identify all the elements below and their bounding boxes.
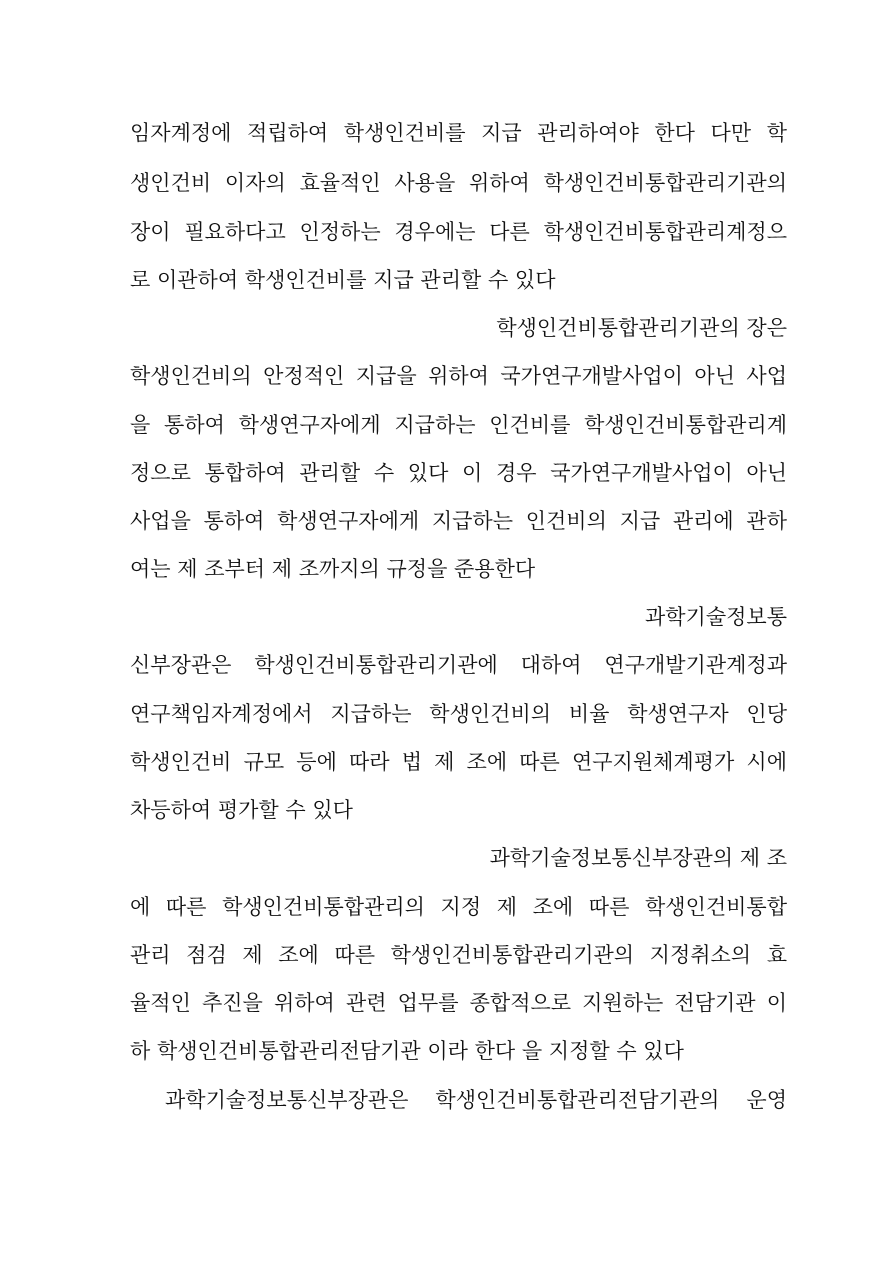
text-line: 관리 점검 제 조에 따른 학생인건비통합관리기관의 지정취소의 효 [130, 943, 787, 967]
text-line: 임자계정에 적립하여 학생인건비를 지급 관리하여야 한다 다만 학 [130, 121, 787, 145]
text-line: 차등하여 평가할 수 있다 [130, 798, 353, 822]
text-line: 과학기술정보통 [644, 605, 787, 629]
text-line: 연구책임자계정에서 지급하는 학생인건비의 비율 학생연구자 인당 [130, 702, 787, 726]
text-line: 하 학생인건비통합관리전담기관 이라 한다 을 지정할 수 있다 [130, 1039, 684, 1063]
text-line: 생인건비 이자의 효율적인 사용을 위하여 학생인건비통합관리기관의 [130, 171, 787, 195]
text-line: 학생인건비의 안정적인 지급을 위하여 국가연구개발사업이 아닌 사업 [130, 364, 787, 388]
text-line: 학생인건비 규모 등에 따라 법 제 조에 따른 연구지원체계평가 시에 [130, 750, 787, 774]
text-line: 정으로 통합하여 관리할 수 있다 이 경우 국가연구개발사업이 아닌 [130, 461, 787, 485]
text-line: 과학기술정보통신부장관은 학생인건비통합관리전담기관의 운영 [165, 1088, 787, 1112]
text-line: 사업을 통하여 학생연구자에게 지급하는 인건비의 지급 관리에 관하 [130, 509, 787, 533]
text-line: 학생인건비통합관리기관의 장은 [496, 316, 787, 340]
text-line: 과학기술정보통신부장관의 제 조 [489, 846, 787, 870]
text-line: 여는 제 조부터 제 조까지의 규정을 준용한다 [130, 557, 536, 581]
text-line: 신부장관은 학생인건비통합관리기관에 대하여 연구개발기관계정과 [130, 653, 787, 677]
text-line: 에 따른 학생인건비통합관리의 지정 제 조에 따른 학생인건비통합 [130, 895, 787, 919]
text-line: 로 이관하여 학생인건비를 지급 관리할 수 있다 [130, 268, 556, 292]
text-line: 율적인 추진을 위하여 관련 업무를 종합적으로 지원하는 전담기관 이 [130, 991, 787, 1015]
text-line: 을 통하여 학생연구자에게 지급하는 인건비를 학생인건비통합관리계 [130, 413, 787, 437]
text-line: 장이 필요하다고 인정하는 경우에는 다른 학생인건비통합관리계정으 [130, 220, 787, 244]
